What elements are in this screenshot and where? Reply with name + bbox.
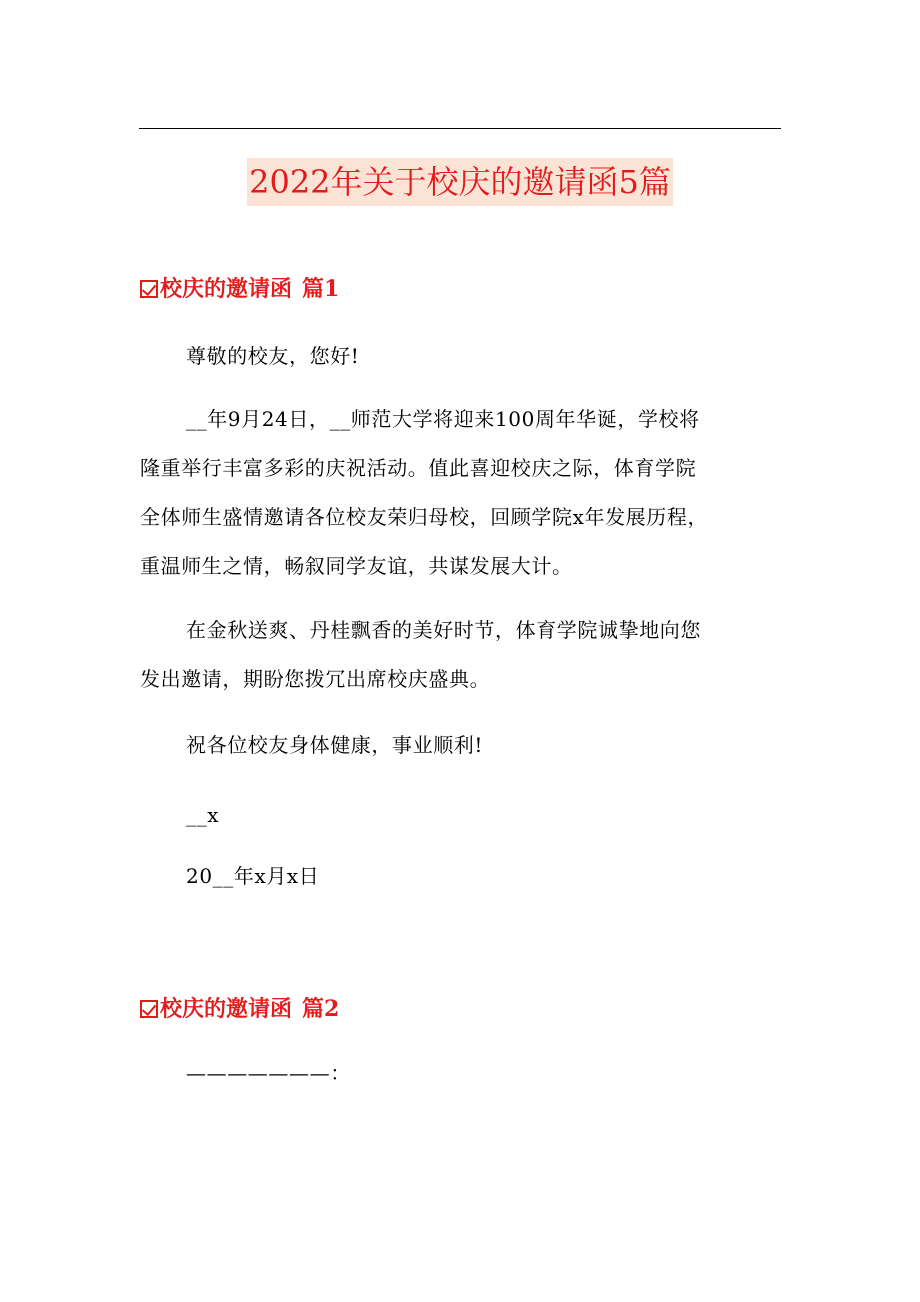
section-heading-1 bbox=[140, 274, 339, 304]
paragraph-1-line-4: 重温师生之情，畅叙同学友谊，共谋发展大计。 bbox=[140, 554, 573, 578]
title-container bbox=[0, 158, 920, 206]
date-line: 20__年x月x日 bbox=[186, 864, 320, 888]
paragraph-1-line-1: __年9月24日，__师范大学将迎来100周年华诞，学校将 bbox=[186, 407, 700, 431]
paragraph-2-line-2: 发出邀请，期盼您拨冗出席校庆盛典。 bbox=[140, 667, 491, 691]
salutation: ———————： bbox=[186, 1061, 351, 1085]
section-heading-label: 校庆的邀请函 bbox=[160, 276, 293, 302]
section-heading-2 bbox=[140, 994, 339, 1024]
paragraph-1-line-3: 全体师生盛情邀请各位校友荣归母校，回顾学院x年发展历程， bbox=[140, 505, 709, 529]
section-heading-number: 篇2 bbox=[302, 996, 340, 1022]
header-rule bbox=[139, 128, 781, 129]
wishes-text: 祝各位校友身体健康，事业顺利! bbox=[186, 733, 484, 757]
section-heading-number: 篇1 bbox=[302, 276, 340, 302]
paragraph-2-line-1: 在金秋送爽、丹桂飘香的美好时节，体育学院诚挚地向您 bbox=[186, 618, 701, 642]
document-title: 2022年关于校庆的邀请函5篇 bbox=[247, 158, 673, 206]
greeting: 尊敬的校友，您好! bbox=[186, 344, 360, 368]
paragraph-1-line-2: 隆重举行丰富多彩的庆祝活动。值此喜迎校庆之际，体育学院 bbox=[140, 456, 697, 480]
checkbox-checked-icon bbox=[140, 280, 158, 298]
section-heading-label: 校庆的邀请函 bbox=[160, 996, 293, 1022]
checkbox-checked-icon bbox=[140, 1000, 158, 1018]
signature: __x bbox=[186, 803, 220, 827]
